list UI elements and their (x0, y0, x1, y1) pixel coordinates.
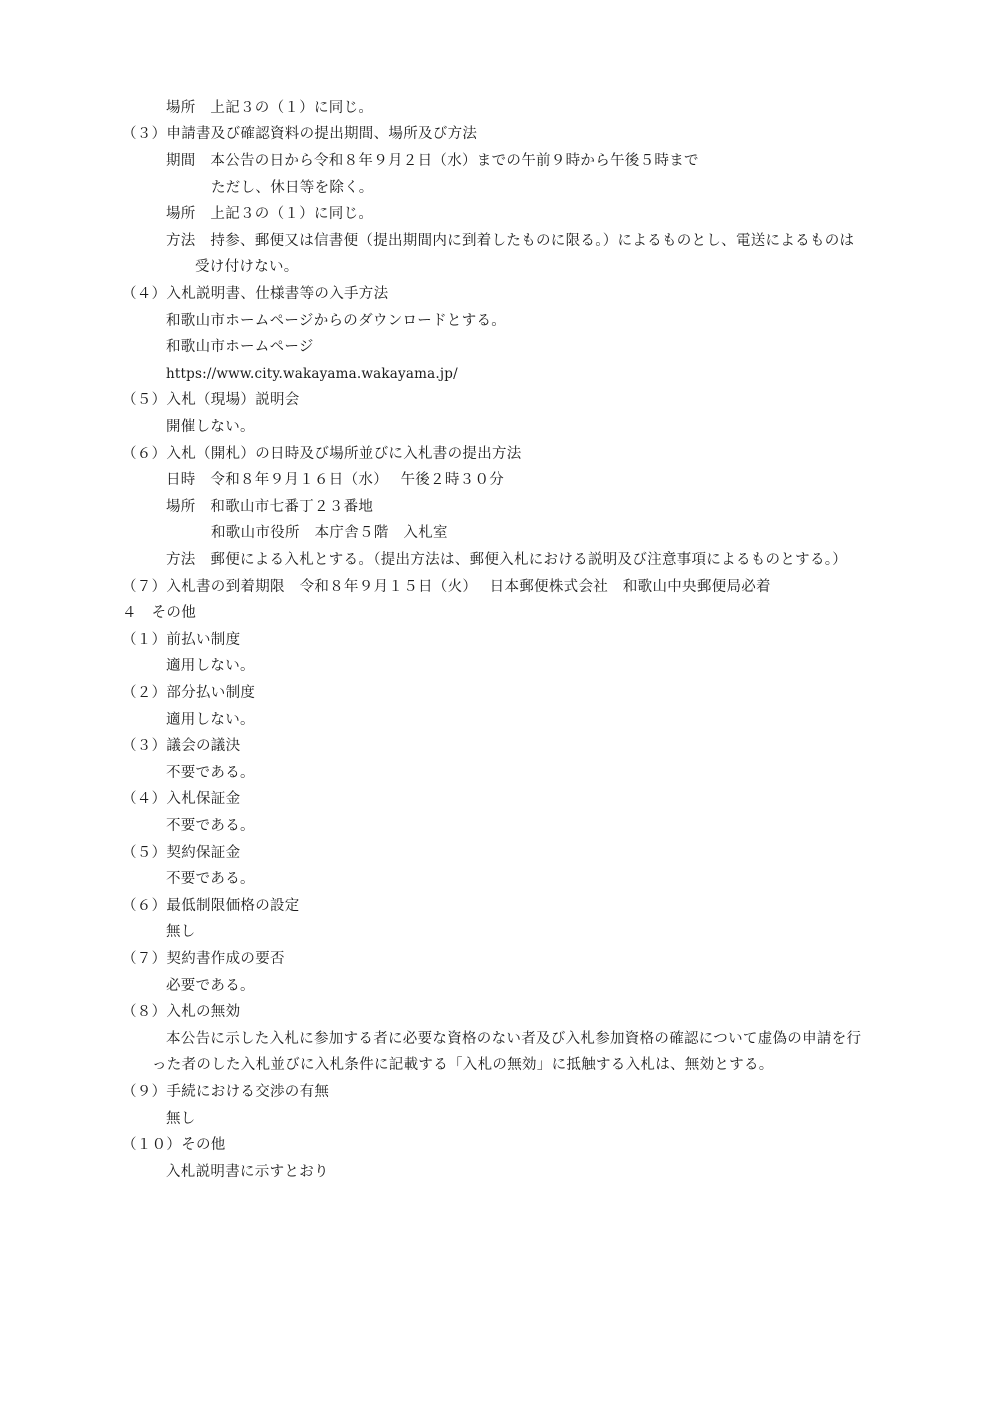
section-4-4-heading: （４）入札保証金 (122, 791, 241, 807)
section-4-7-heading: （７）契約書作成の要否 (122, 951, 285, 967)
section-3-6-heading: （６）入札（開札）の日時及び場所並びに入札書の提出方法 (122, 446, 522, 462)
section-4-3-heading: （３）議会の議決 (122, 738, 241, 754)
section-4-3-body: 不要である。 (166, 765, 255, 781)
submission-location: 場所 上記３の（１）に同じ。 (166, 206, 374, 222)
opening-location: 場所 和歌山市七番丁２３番地 (166, 499, 374, 515)
section-4-1-body: 適用しない。 (166, 658, 255, 674)
section-4-9-heading: （９）手続における交渉の有無 (122, 1084, 330, 1100)
submission-period: 期間 本公告の日から令和８年９月２日（水）までの午前９時から午後５時まで (166, 153, 699, 169)
download-note: 和歌山市ホームページからのダウンロードとする。 (166, 313, 507, 329)
opening-method: 方法 郵便による入札とする。（提出方法は、郵便入札における説明及び注意事項によるものとする。） (166, 552, 848, 568)
section-4-8-body: 本公告に示した入札に参加する者に必要な資格のない者及び入札参加資格の確認について虚偽の申請を行 (166, 1031, 862, 1047)
submission-period-note: ただし、休日等を除く。 (211, 180, 374, 196)
section-4-8-body-cont: った者のした入札並びに入札条件に記載する「入札の無効」に抵触する入札は、無効とする。 (152, 1057, 774, 1073)
section-3-3-heading: （３）申請書及び確認資料の提出期間、場所及び方法 (122, 126, 478, 142)
location-same-as-3-1: 場所 上記３の（１）に同じ。 (166, 100, 374, 116)
opening-location-room: 和歌山市役所 本庁舎５階 入札室 (211, 525, 448, 541)
section-3-5-heading: （５）入札（現場）説明会 (122, 392, 300, 408)
homepage-label: 和歌山市ホームページ (166, 339, 314, 355)
section-3-4-heading: （４）入札説明書、仕様書等の入手方法 (122, 286, 389, 302)
section-4-5-heading: （５）契約保証金 (122, 845, 241, 861)
section-4-heading: ４ その他 (122, 605, 196, 621)
section-4-2-heading: （２）部分払い制度 (122, 685, 256, 701)
section-4-2-body: 適用しない。 (166, 712, 255, 728)
section-4-6-body: 無し (166, 924, 196, 940)
opening-datetime: 日時 令和８年９月１６日（水） 午後２時３０分 (166, 472, 505, 488)
section-4-6-heading: （６）最低制限価格の設定 (122, 898, 300, 914)
submission-method-cont: 受け付けない。 (195, 259, 299, 275)
section-4-8-heading: （８）入札の無効 (122, 1004, 241, 1020)
section-4-9-body: 無し (166, 1111, 196, 1127)
submission-method: 方法 持参、郵便又は信書便（提出期間内に到着したものに限る。）によるものとし、電送によるものは (166, 233, 855, 249)
section-4-1-heading: （１）前払い制度 (122, 632, 241, 648)
section-3-7-arrival-deadline: （７）入札書の到着期限 令和８年９月１５日（火） 日本郵便株式会社 和歌山中央郵便局必着 (122, 579, 771, 595)
section-4-5-body: 不要である。 (166, 871, 255, 887)
section-4-10-body: 入札説明書に示すとおり (166, 1164, 329, 1180)
briefing-not-held: 開催しない。 (166, 419, 255, 435)
homepage-url[interactable]: https://www.city.wakayama.wakayama.jp/ (166, 366, 458, 382)
section-4-10-heading: （１０）その他 (122, 1137, 226, 1153)
section-4-4-body: 不要である。 (166, 818, 255, 834)
section-4-7-body: 必要である。 (166, 978, 255, 994)
